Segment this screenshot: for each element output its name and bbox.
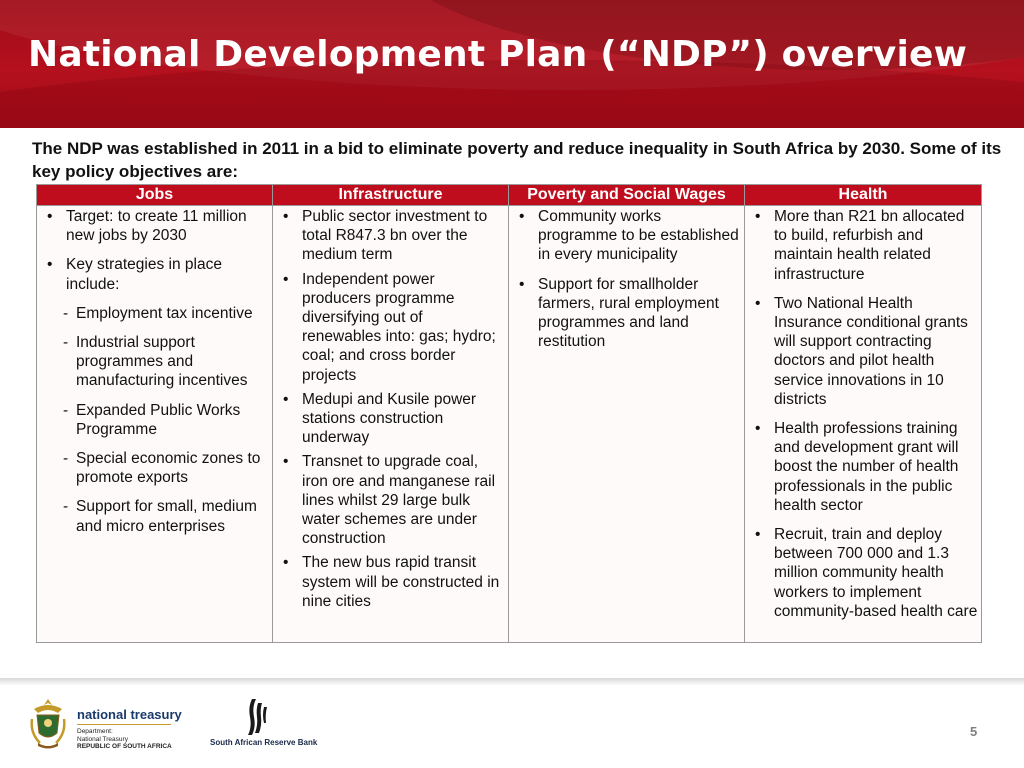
sub-item: - Support for small, medium and micro enterprises <box>63 498 257 535</box>
national-treasury-logo: national treasury Department: National Treasury REPUBLIC OF SOUTH AFRICA <box>77 707 182 750</box>
health-cell <box>745 206 982 643</box>
list-item: • Public sector investment to total R847.3 bn over the medium term <box>283 208 488 264</box>
title-banner <box>0 0 1024 128</box>
list-item: • Community works programme to be established in every municipality <box>519 208 739 264</box>
coat-of-arms-icon <box>28 697 68 751</box>
table-row <box>37 206 982 643</box>
sub-item: - Expanded Public Works Programme <box>63 401 241 438</box>
list-item: • Two National Health Insurance conditional grants will support contracting doctors and pilot health service innovations in 10 districts <box>755 294 968 408</box>
list-item: • Recruit, train and deploy between 700 000 and 1.3 million community health workers to implement community-based health care <box>755 526 978 620</box>
column-header-infrastructure: Infrastructure <box>273 185 509 206</box>
list-item: • More than R21 bn allocated to build, refurbish and maintain health related infrastructure <box>755 208 965 283</box>
list-item: • Medupi and Kusile power stations construction underway <box>283 390 477 447</box>
list-item: • Target: to create 11 million new jobs by 2030 <box>47 208 247 245</box>
sub-item: - Industrial support programmes and manufacturing incentives <box>63 334 248 390</box>
jobs-cell <box>37 206 273 643</box>
column-header-health: Health <box>745 185 982 206</box>
page-number: 5 <box>970 724 978 739</box>
intro-text: The NDP was established in 2011 in a bid to eliminate poverty and reduce inequality in South Africa by 2030. Some of its key policy objectives are: <box>32 139 1002 181</box>
infrastructure-cell <box>273 206 509 643</box>
reserve-bank-logo-icon <box>240 697 274 737</box>
column-header-jobs: Jobs <box>37 185 273 206</box>
list-item: • Independent power producers programme diversifying out of renewables into: gas; hydro; coal; and cross border projects <box>283 270 496 384</box>
sub-item: - Special economic zones to promote exports <box>63 450 261 487</box>
list-item: • Support for smallholder farmers, rural employment programmes and land restitution <box>519 275 719 351</box>
list-item: • Health professions training and development grant will boost the number of health professionals in the public health sector <box>755 420 959 514</box>
list-item: • Key strategies in place include: <box>47 256 222 293</box>
sub-item: - Employment tax incentive <box>63 304 253 322</box>
policy-objectives-table <box>36 184 982 643</box>
table-header-row <box>37 185 982 206</box>
page-title: National Development Plan (“NDP”) overview <box>28 34 968 75</box>
footer-divider <box>0 678 1024 686</box>
list-item: • The new bus rapid transit system will be constructed in nine cities <box>283 554 500 610</box>
reserve-bank-name: South African Reserve Bank <box>210 738 318 747</box>
poverty-cell <box>509 206 745 643</box>
column-header-poverty: Poverty and Social Wages <box>509 185 745 206</box>
list-item: • Transnet to upgrade coal, iron ore and manganese rail lines whilst 29 large bulk water schemes are under construction <box>283 453 496 548</box>
